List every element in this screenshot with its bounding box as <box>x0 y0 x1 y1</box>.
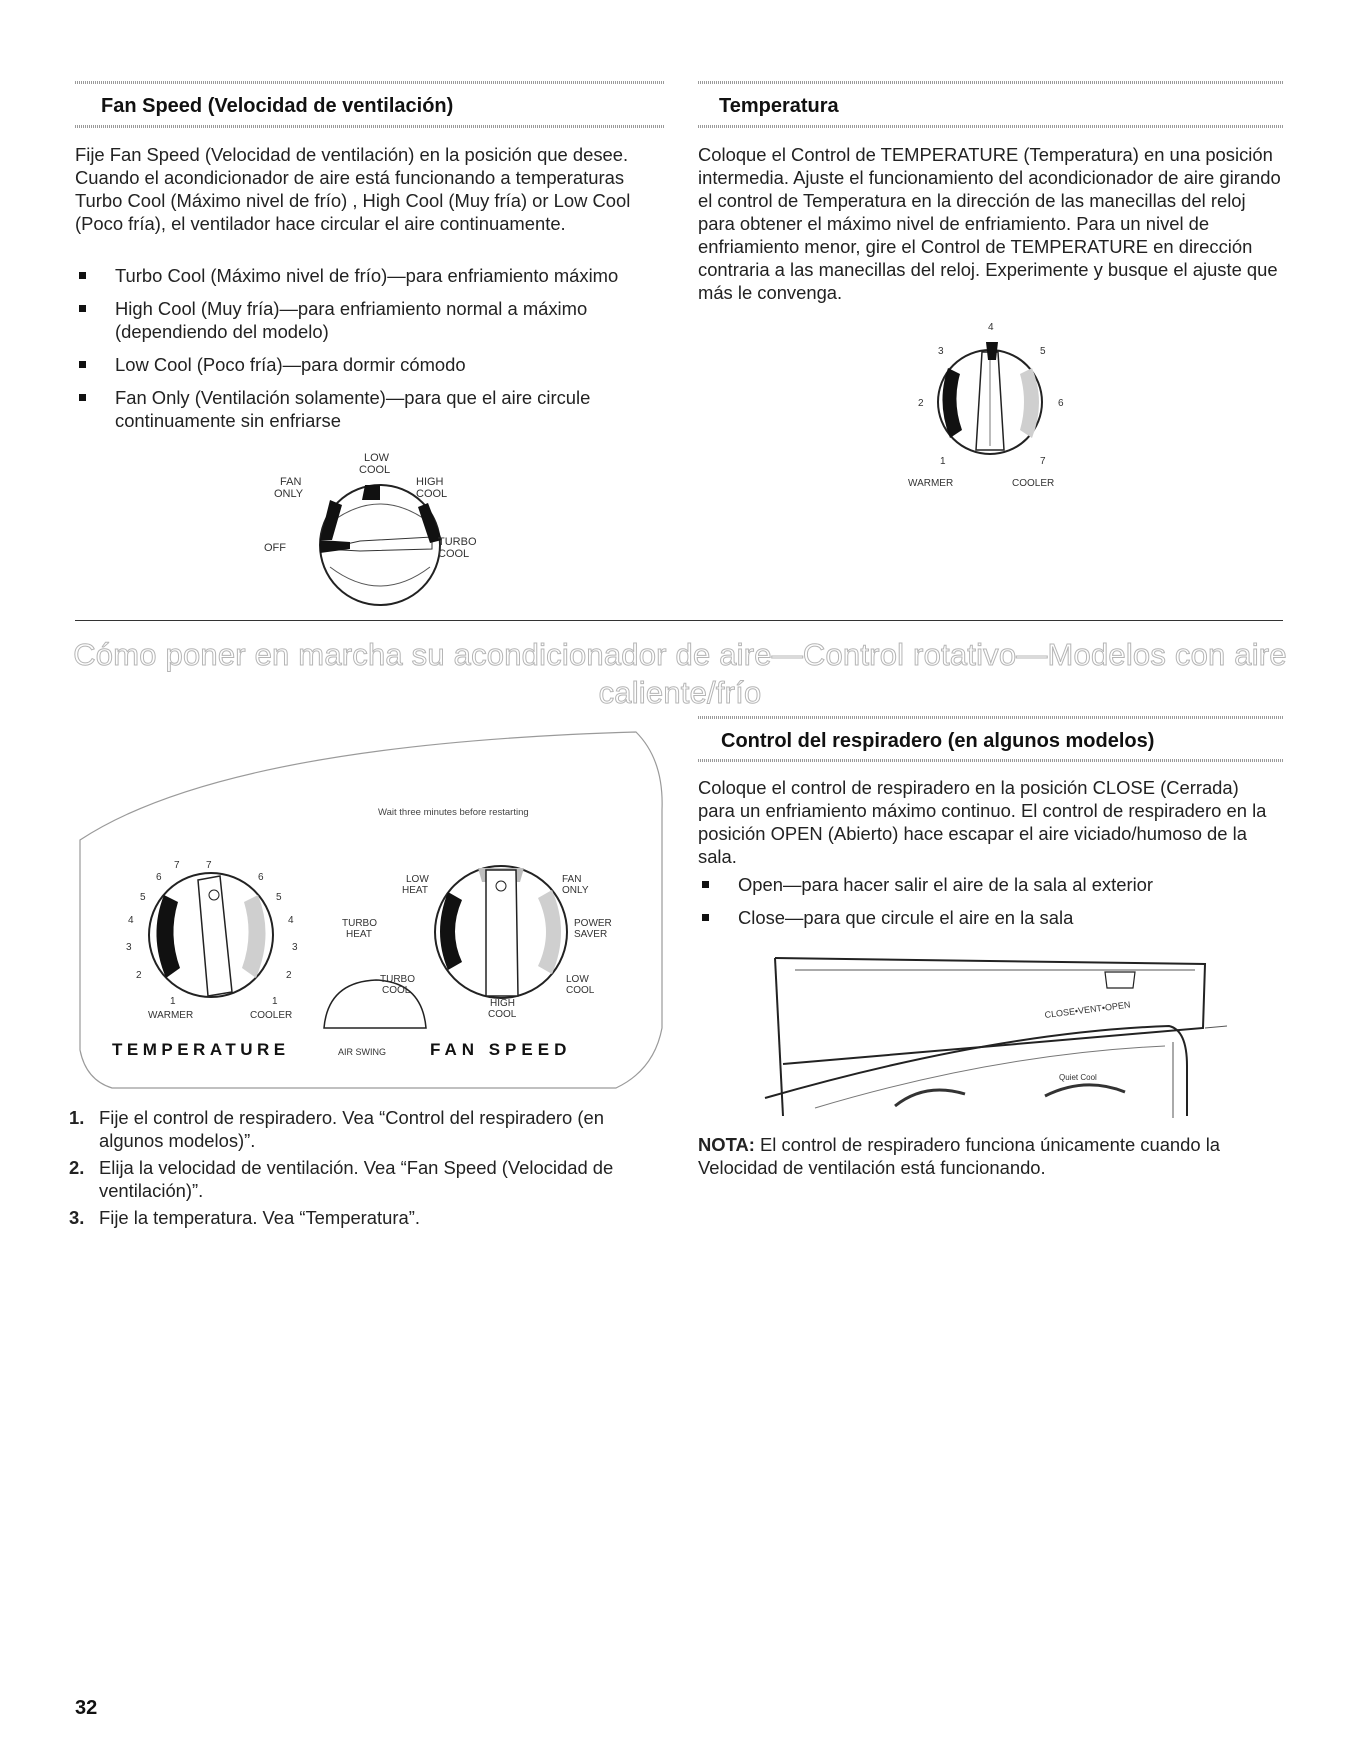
list-item: High Cool (Muy fría)—para enfriamiento normal a máximo (dependiendo del modelo) <box>75 297 675 343</box>
fan-dial-band <box>362 485 380 500</box>
temp-dial-knob-top <box>986 342 998 360</box>
panel-temp-7b: 7 <box>206 860 212 871</box>
fan-speed-intro: Fije Fan Speed (Velocidad de ventilación) en la posición que desee. Cuando el acondicionador de aire está funcionando a temperaturas Turbo Cool (Máximo nivel de frío) , High Cool (Muy fría) or Low Cool (Poco fría), el ventilador hace circular el aire continuamente. <box>75 144 631 234</box>
panel-fan-low-cool-2: COOL <box>566 985 595 996</box>
panel-air-swing-label: AIR SWING <box>338 1047 387 1057</box>
fan-speed-top-rule <box>75 81 665 84</box>
vent-bottom-rule <box>698 759 1283 762</box>
panel-temp-4b: 4 <box>288 915 294 926</box>
vent-heading: Control del respiradero (en algunos modelos) <box>721 730 1155 752</box>
temp-dial-num-2: 2 <box>918 398 924 409</box>
panel-fan-low-heat-2: HEAT <box>402 885 428 896</box>
panel-temp-2b: 2 <box>286 970 292 981</box>
fan-dial-label-turbo-cool-2: COOL <box>438 548 470 560</box>
panel-temperature-label: TEMPERATURE <box>112 1040 290 1059</box>
vent-note <box>698 1133 1283 1179</box>
panel-temp-5b: 5 <box>276 892 282 903</box>
step-text: Fije el control de respiradero. Vea “Control del respiradero (en algunos modelos)”. <box>99 1107 604 1151</box>
note-label: NOTA: <box>698 1134 755 1155</box>
panel-temp-3b: 3 <box>292 942 298 953</box>
vent-quiet-cool-label: Quiet Cool <box>1059 1073 1097 1082</box>
panel-fan-turbo-heat-2: HEAT <box>346 929 372 940</box>
step-number: 1. <box>69 1107 85 1128</box>
panel-temp-4a: 4 <box>128 915 134 926</box>
fan-speed-bottom-rule <box>75 125 665 128</box>
list-item <box>66 1206 666 1229</box>
panel-temp-7a: 7 <box>174 860 180 871</box>
panel-fan-high-cool-1: HIGH <box>490 998 515 1009</box>
fan-dial-label-high-cool-2: COOL <box>416 488 448 500</box>
fan-dial-label-fan-only-1: FAN <box>280 476 302 488</box>
fan-dial-label-off: OFF <box>264 542 286 554</box>
fan-speed-heading: Fan Speed (Velocidad de ventilación) <box>101 95 454 117</box>
temp-dial-cooler: COOLER <box>1012 478 1055 489</box>
fan-dial-label-turbo-cool-1: TURBO <box>438 536 477 548</box>
panel-fan-low-heat-1: LOW <box>406 874 429 885</box>
fan-dial-label-low-cool-1: LOW <box>364 452 390 464</box>
temp-dial-num-1: 1 <box>940 456 946 467</box>
panel-fan-high-cool-2: COOL <box>488 1009 517 1020</box>
list-item: Turbo Cool (Máximo nivel de frío)—para enfriamiento máximo <box>75 264 675 287</box>
step-text: Fije la temperatura. Vea “Temperatura”. <box>99 1207 420 1228</box>
temp-dial-num-3: 3 <box>938 346 944 357</box>
panel-fan-fan-only-2: ONLY <box>562 885 589 896</box>
panel-fan-low-cool-1: LOW <box>566 974 589 985</box>
vent-panel-top <box>775 958 1205 1064</box>
fan-dial-label-fan-only-2: ONLY <box>274 488 304 500</box>
temp-dial-num-6: 6 <box>1058 398 1064 409</box>
temp-dial-num-5: 5 <box>1040 346 1046 357</box>
panel-fan-turbo-cool-2: COOL <box>382 985 411 996</box>
panel-fan-turbo-cool-1: TURBO <box>380 974 415 985</box>
vent-line <box>1205 1026 1227 1028</box>
vent-knob-right <box>1045 1085 1125 1096</box>
start-steps-list <box>66 1106 666 1233</box>
control-panel-illustration <box>76 720 666 1092</box>
fan-dial-label-high-cool-1: HIGH <box>416 476 444 488</box>
page-number: 32 <box>75 1697 98 1719</box>
note-text: El control de respiradero funciona únicamente cuando la Velocidad de ventilación está funcionando. <box>698 1134 1221 1178</box>
panel-temp-1a: 1 <box>170 996 176 1007</box>
list-item: Low Cool (Poco fría)—para dormir cómodo <box>75 353 675 376</box>
panel-fan-power-saver-2: SAVER <box>574 929 608 940</box>
vent-body: Coloque el control de respiradero en la posición CLOSE (Cerrada) para un enfriamiento máximo continuo. El control de respiradero en la posición OPEN (Abierto) hace escapar el aire viciado/humoso de la sala. <box>698 777 1267 867</box>
panel-fan-turbo-heat-1: TURBO <box>342 918 377 929</box>
vent-list <box>698 873 1283 939</box>
list-item: Fan Only (Ventilación solamente)—para que el aire circule continuamente sin enfriarse <box>75 386 675 432</box>
main-title: Cómo poner en marcha su acondicionador de aire—Control rotativo—Modelos con aire caliente/frío <box>73 637 1287 710</box>
step-number: 3. <box>69 1207 85 1228</box>
panel-temp-warmer: WARMER <box>148 1010 194 1021</box>
temperatura-heading: Temperatura <box>719 95 839 117</box>
step-number: 2. <box>69 1157 85 1178</box>
panel-fan-power-saver-1: POWER <box>574 918 612 929</box>
panel-temp-5a: 5 <box>140 892 146 903</box>
panel-temp-3a: 3 <box>126 942 132 953</box>
list-item <box>66 1156 666 1202</box>
panel-temp-6b: 6 <box>258 872 264 883</box>
panel-temp-cooler: COOLER <box>250 1010 293 1021</box>
vent-control-illustration <box>755 956 1235 1126</box>
panel-wait-text: Wait three minutes before restarting <box>378 807 529 818</box>
temperatura-body: Coloque el Control de TEMPERATURE (Temperatura) en una posición intermedia. Ajuste el funcionamiento del acondicionador de aire girando el control de Temperatura en la dirección de las manecillas del reloj para obtener el máximo nivel de enfriamiento. Para un nivel de enfriamiento menor, gire el Control de TEMPERATURE en dirección contraria a las manecillas del reloj. Experimente y busque el ajuste que más le convenga. <box>698 144 1281 303</box>
fan-dial-label-low-cool-2: COOL <box>359 464 391 476</box>
panel-fan-indicator <box>496 881 506 891</box>
vent-knob-left <box>895 1090 965 1106</box>
temp-dial-num-7: 7 <box>1040 456 1046 467</box>
panel-temp-1b: 1 <box>272 996 278 1007</box>
step-text: Elija la velocidad de ventilación. Vea “Fan Speed (Velocidad de ventilación)”. <box>99 1157 614 1201</box>
vent-top-rule <box>698 716 1283 719</box>
temperatura-bottom-rule <box>698 125 1283 128</box>
list-item <box>66 1106 666 1152</box>
fan-speed-dial-illustration <box>250 445 520 625</box>
panel-temp-indicator <box>209 890 219 900</box>
temp-dial-warmer: WARMER <box>908 478 954 489</box>
panel-fan-fan-only-1: FAN <box>562 874 582 885</box>
panel-temp-6a: 6 <box>156 872 162 883</box>
panel-fan-speed-label: FAN SPEED <box>430 1040 572 1059</box>
list-item: Close—para que circule el aire en la sala <box>698 906 1283 929</box>
fan-speed-list <box>75 264 675 442</box>
vent-lower-panel <box>765 1026 1187 1116</box>
vent-close-open-label: CLOSE•VENT•OPEN <box>1044 999 1131 1020</box>
section-divider <box>75 620 1283 621</box>
vent-slider <box>1105 972 1135 988</box>
list-item: Open—para hacer salir el aire de la sala al exterior <box>698 873 1283 896</box>
temperature-dial-illustration <box>900 318 1080 496</box>
temperatura-top-rule <box>698 81 1283 84</box>
vent-lower-inner <box>815 1046 1165 1108</box>
temp-dial-num-4: 4 <box>988 322 994 333</box>
panel-temp-2a: 2 <box>136 970 142 981</box>
